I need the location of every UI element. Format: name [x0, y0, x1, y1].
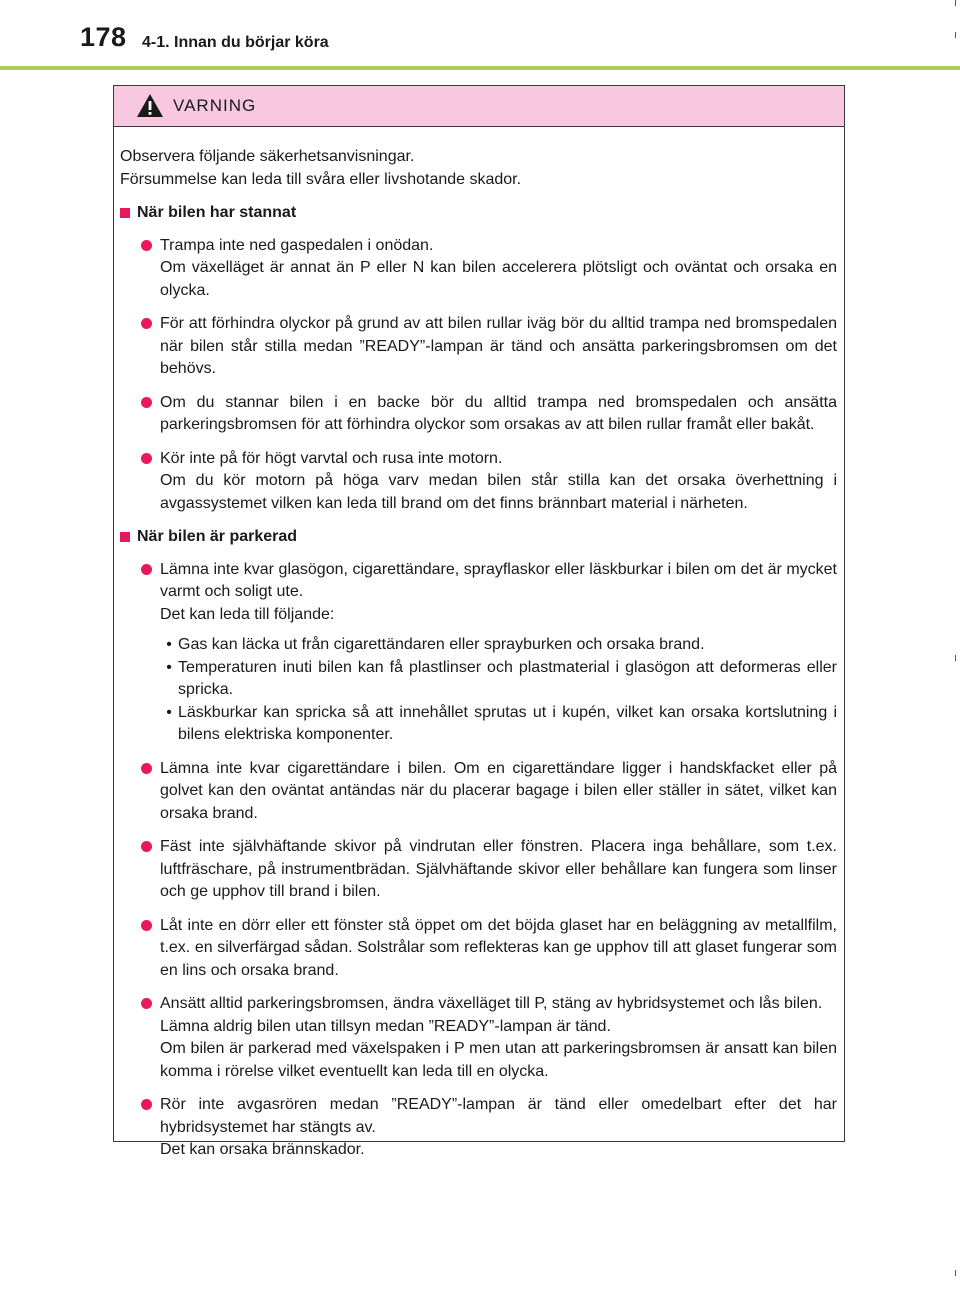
text-line: Rör inte avgasrören medan ”READY”-lampan är tänd eller omedelbart efter det har hybridsystemet har stängts av.	[160, 1096, 837, 1136]
square-bullet-icon	[120, 208, 130, 218]
crop-mark	[955, 32, 956, 38]
list-item-text	[160, 1094, 837, 1162]
list-item	[120, 559, 837, 747]
warning-title: VARNING	[173, 96, 257, 115]
sub-bullet-icon: •	[166, 636, 172, 653]
sub-list	[160, 634, 837, 747]
crop-mark	[955, 1270, 956, 1276]
section-heading	[120, 526, 837, 549]
list-item-text	[160, 448, 837, 516]
text-line: Lämna aldrig bilen utan tillsyn medan ”READY”-lampan är tänd.	[160, 1017, 611, 1035]
text-line: Fäst inte självhäftande skivor på vindrutan eller fönstren. Placera inga behållare, som t.ex. luftfräschare, på instrumentbrädan. Självhäftande skivor eller behållare kan fungera som linser och ge upphov till brand i bilen.	[160, 838, 837, 900]
section-heading-text: När bilen är parkerad	[137, 528, 298, 545]
list-item-text	[160, 313, 837, 381]
bullet-dot-icon	[141, 318, 152, 329]
bullet-dot-icon	[141, 841, 152, 852]
text-line: Om du stannar bilen i en backe bör du alltid trampa ned bromspedalen och ansätta parkeringsbromsen för att förhindra olyckor som orsakas av att bilen rullar framåt eller bakåt.	[160, 393, 837, 433]
text-line: Låt inte en dörr eller ett fönster stå öppet om det böjda glaset har en beläggning av metallfilm, t.ex. en silverfärgad sådan. Solstrålar som reflekteras kan ge upphov till att glaset fungerar som en lins och orsaka brand.	[160, 916, 837, 979]
sub-list-item-text: Temperaturen inuti bilen kan få plastlinser och plastmaterial i glasögon att deformeras eller spricka.	[178, 658, 837, 698]
header-divider	[0, 66, 960, 70]
sub-list-item	[160, 702, 837, 747]
warning-body	[114, 127, 844, 1162]
list-item-text	[160, 915, 837, 983]
list-item	[120, 1094, 837, 1162]
text-line: För att förhindra olyckor på grund av att bilen rullar iväg bör du alltid trampa ned bromspedalen när bilen står stilla medan ”READY”-lampan är tänd och ansätta parkeringsbromsen om det behövs.	[160, 315, 837, 377]
sub-bullet-icon: •	[166, 658, 172, 676]
crop-mark	[955, 0, 956, 6]
crop-mark	[955, 655, 956, 661]
bullet-dot-icon	[141, 763, 152, 774]
bullet-dot-icon	[141, 240, 152, 251]
list-item	[120, 392, 837, 437]
list-item-text	[160, 836, 837, 904]
bullet-dot-icon	[141, 920, 152, 931]
warning-triangle-icon	[136, 93, 164, 118]
sub-list-item	[160, 634, 837, 657]
list-item	[120, 915, 837, 983]
bullet-dot-icon	[141, 397, 152, 408]
text-line: Ansätt alltid parkeringsbromsen, ändra växelläget till P, stäng av hybridsystemet och lås bilen.	[160, 995, 823, 1012]
list-item-text	[160, 235, 837, 303]
list-item	[120, 313, 837, 381]
text-line: Om du kör motorn på höga varv medan bilen står stilla kan det orsaka överhettning i avgassystemet vilken kan leda till brand om det finns brännbart material i närheten.	[160, 472, 837, 512]
text-line: Det kan leda till följande:	[160, 605, 335, 623]
list-item	[120, 448, 837, 516]
section-title: 4-1. Innan du börjar köra	[142, 34, 329, 51]
sub-list-item	[160, 657, 837, 702]
list-item-text	[160, 993, 837, 1083]
section-heading-text: När bilen har stannat	[137, 204, 297, 221]
sub-bullet-icon: •	[166, 703, 172, 721]
bullet-dot-icon	[141, 1099, 152, 1110]
sub-list-item-text: Gas kan läcka ut från cigarettändaren eller sprayburken och orsaka brand.	[178, 636, 705, 653]
page-number: 178	[80, 22, 127, 52]
list-item-text	[160, 392, 837, 437]
text-line: Om bilen är parkerad med växelspaken i P men utan att parkeringsbromsen är ansatt kan bilen komma i rörelse vilket eventuellt kan leda till en olycka.	[160, 1040, 837, 1080]
sub-list-item-text: Läskburkar kan spricka så att innehållet sprutas ut i kupén, vilket kan orsaka kortslutning i bilens elektriska komponenter.	[178, 703, 837, 743]
bullet-dot-icon	[141, 453, 152, 464]
intro-text: Observera följande säkerhetsanvisningar.	[120, 148, 415, 165]
list-item-text	[160, 559, 837, 747]
square-bullet-icon	[120, 532, 130, 542]
text-line: Lämna inte kvar cigarettändare i bilen. Om en cigarettändare ligger i handskfacket eller på golvet kan den oväntat antändas när du placerar bagage i bilen eller ställer in sätet, vilket kan orsaka brand.	[160, 759, 837, 822]
text-line: Lämna inte kvar glasögon, cigarettändare, sprayflaskor eller läskburkar i bilen om det är mycket varmt och soligt ute.	[160, 560, 837, 600]
bullet-dot-icon	[141, 998, 152, 1009]
list-item	[120, 235, 837, 303]
intro-text: Försummelse kan leda till svåra eller livshotande skador.	[120, 170, 522, 188]
text-line: Det kan orsaka brännskador.	[160, 1141, 365, 1158]
list-item-text	[160, 758, 837, 826]
warning-box	[113, 85, 845, 1158]
warning-header	[114, 86, 844, 127]
text-line: Kör inte på för högt varvtal och rusa inte motorn.	[160, 449, 503, 467]
list-item	[120, 836, 837, 904]
list-item	[120, 993, 837, 1083]
bullet-dot-icon	[141, 564, 152, 575]
text-line: Trampa inte ned gaspedalen i onödan.	[160, 236, 434, 254]
text-line: Om växelläget är annat än P eller N kan bilen accelerera plötsligt och oväntat och orsaka en olycka.	[160, 259, 837, 299]
section-heading	[120, 202, 837, 225]
list-item	[120, 758, 837, 826]
